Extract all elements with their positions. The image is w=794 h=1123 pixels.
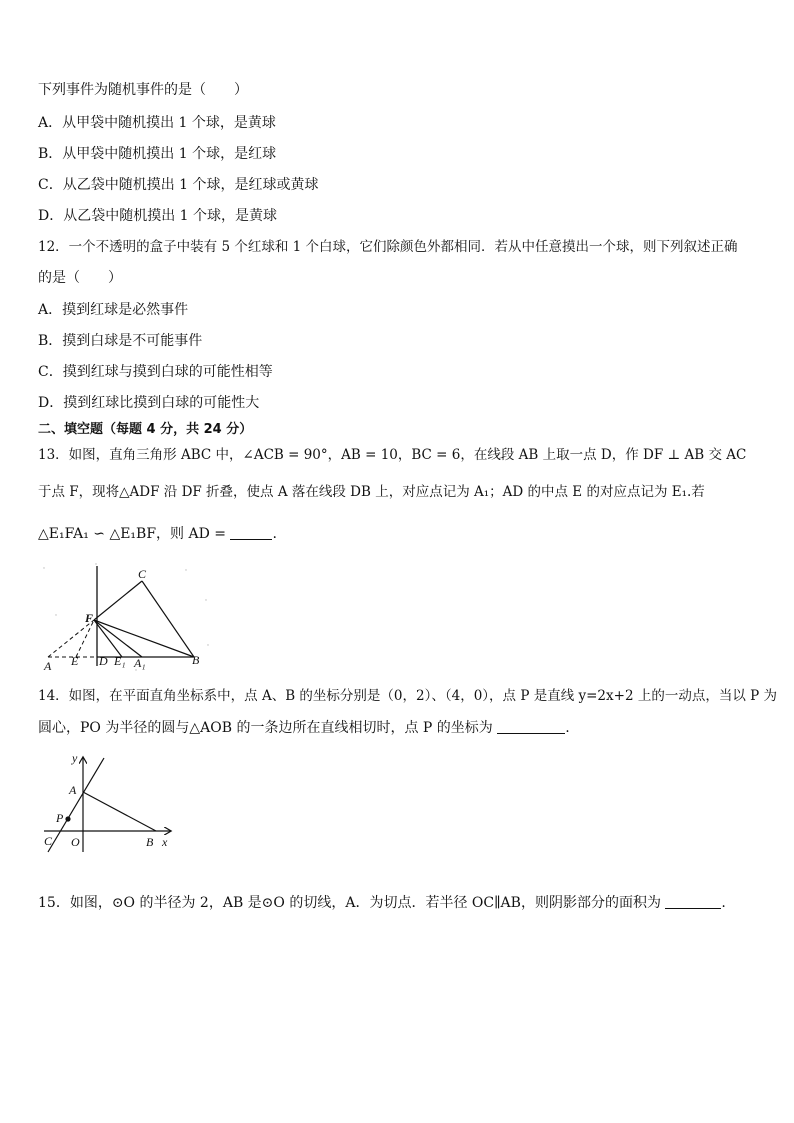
section-heading-fill-in: 二、填空题（每题 4 分，共 24 分）: [38, 422, 253, 437]
q11-stem: 下列事件为随机事件的是（ ）: [38, 82, 248, 98]
q13-label-d: D: [99, 654, 108, 668]
q12-stem-line1: 12．一个不透明的盒子中装有 5 个红球和 1 个白球，它们除颜色外都相同．若从中任意摸出一个球，则下列叙述正确: [38, 239, 738, 255]
q12-option-a: A．摸到红球是必然事件: [38, 302, 189, 318]
q14-point-p: [65, 816, 70, 821]
q13-dashed-af: [48, 620, 94, 657]
q15-line1: [38, 893, 726, 913]
q13-line3-text: △E₁FA₁ ∽ △E₁BF，则 AD =: [38, 526, 227, 542]
q13-line3-end: .: [272, 526, 277, 542]
q11-option-a: A．从甲袋中随机摸出 1 个球，是黄球: [38, 115, 276, 131]
q13-label-b: B: [192, 653, 200, 667]
q14-label-o: O: [71, 835, 80, 849]
q14-label-p: P: [56, 811, 64, 825]
q14-segment-ab: [83, 792, 156, 831]
q11-option-c: C．从乙袋中随机摸出 1 个球，是红球或黄球: [38, 177, 319, 193]
q13-line1: 13．如图，直角三角形 ABC 中，∠ACB = 90°，AB = 10，BC = 6，在线段 AB 上取一点 D，作 DF ⊥ AB 交 AC: [38, 447, 747, 463]
q12-option-d: D．摸到红球比摸到白球的可能性大: [38, 395, 260, 411]
q11-option-d: D．从乙袋中随机摸出 1 个球，是黄球: [38, 208, 278, 224]
q13-segment-fc: [94, 581, 142, 620]
q14-line1: 14．如图，在平面直角坐标系中，点 A、B 的坐标分别是（0，2）、（4，0），点 P 是直线 y=2x+2 上的一动点，当以 P 为: [38, 688, 777, 704]
q13-label-a: A: [44, 659, 52, 673]
q13-line3: [38, 524, 277, 544]
q13-dashed-ef: [76, 620, 94, 657]
q11-option-b: B．从甲袋中随机摸出 1 个球，是红球: [38, 146, 277, 162]
q13-segment-fb: [94, 620, 194, 657]
q13-segment-cb: [142, 581, 194, 657]
q13-figure: [36, 560, 216, 675]
q14-figure: [36, 748, 186, 858]
q15-line1-text: 15．如图，⊙O 的半径为 2，AB 是⊙O 的切线，A．为切点．若半径 OC∥AB，则阴影部分的面积为: [38, 895, 661, 911]
q13-answer-blank[interactable]: [230, 525, 272, 540]
q14-label-c: C: [44, 834, 53, 848]
q14-line2-text: 圆心，PO 为半径的圆与△AOB 的一条边所在直线相切时，点 P 的坐标为: [38, 720, 493, 736]
q14-line2-end: .: [565, 720, 570, 736]
q14-label-y: y: [72, 751, 78, 765]
q15-line1-end: .: [721, 895, 726, 911]
q13-label-f: F: [85, 611, 94, 625]
q14-label-b: B: [146, 835, 154, 849]
q15-answer-blank[interactable]: [665, 894, 721, 909]
q13-line2: 于点 F，现将△ADF 沿 DF 折叠，使点 A 落在线段 DB 上，对应点记为 A₁；AD 的中点 E 的对应点记为 E₁.若: [38, 484, 705, 500]
q12-stem-line2: 的是（ ）: [38, 270, 122, 286]
q14-line2: [38, 718, 570, 738]
q13-label-e: E: [71, 654, 79, 668]
q14-label-a: A: [69, 783, 77, 797]
q14-label-x: x: [162, 835, 168, 849]
q13-label-e1: E₁: [114, 654, 126, 668]
q14-answer-blank[interactable]: [497, 719, 565, 734]
q13-figure-noise: [43, 563, 208, 670]
q13-label-a1: A₁: [134, 656, 146, 670]
q13-label-c: C: [138, 567, 147, 581]
q12-option-b: B．摸到白球是不可能事件: [38, 333, 203, 349]
q12-option-c: C．摸到红球与摸到白球的可能性相等: [38, 364, 273, 380]
